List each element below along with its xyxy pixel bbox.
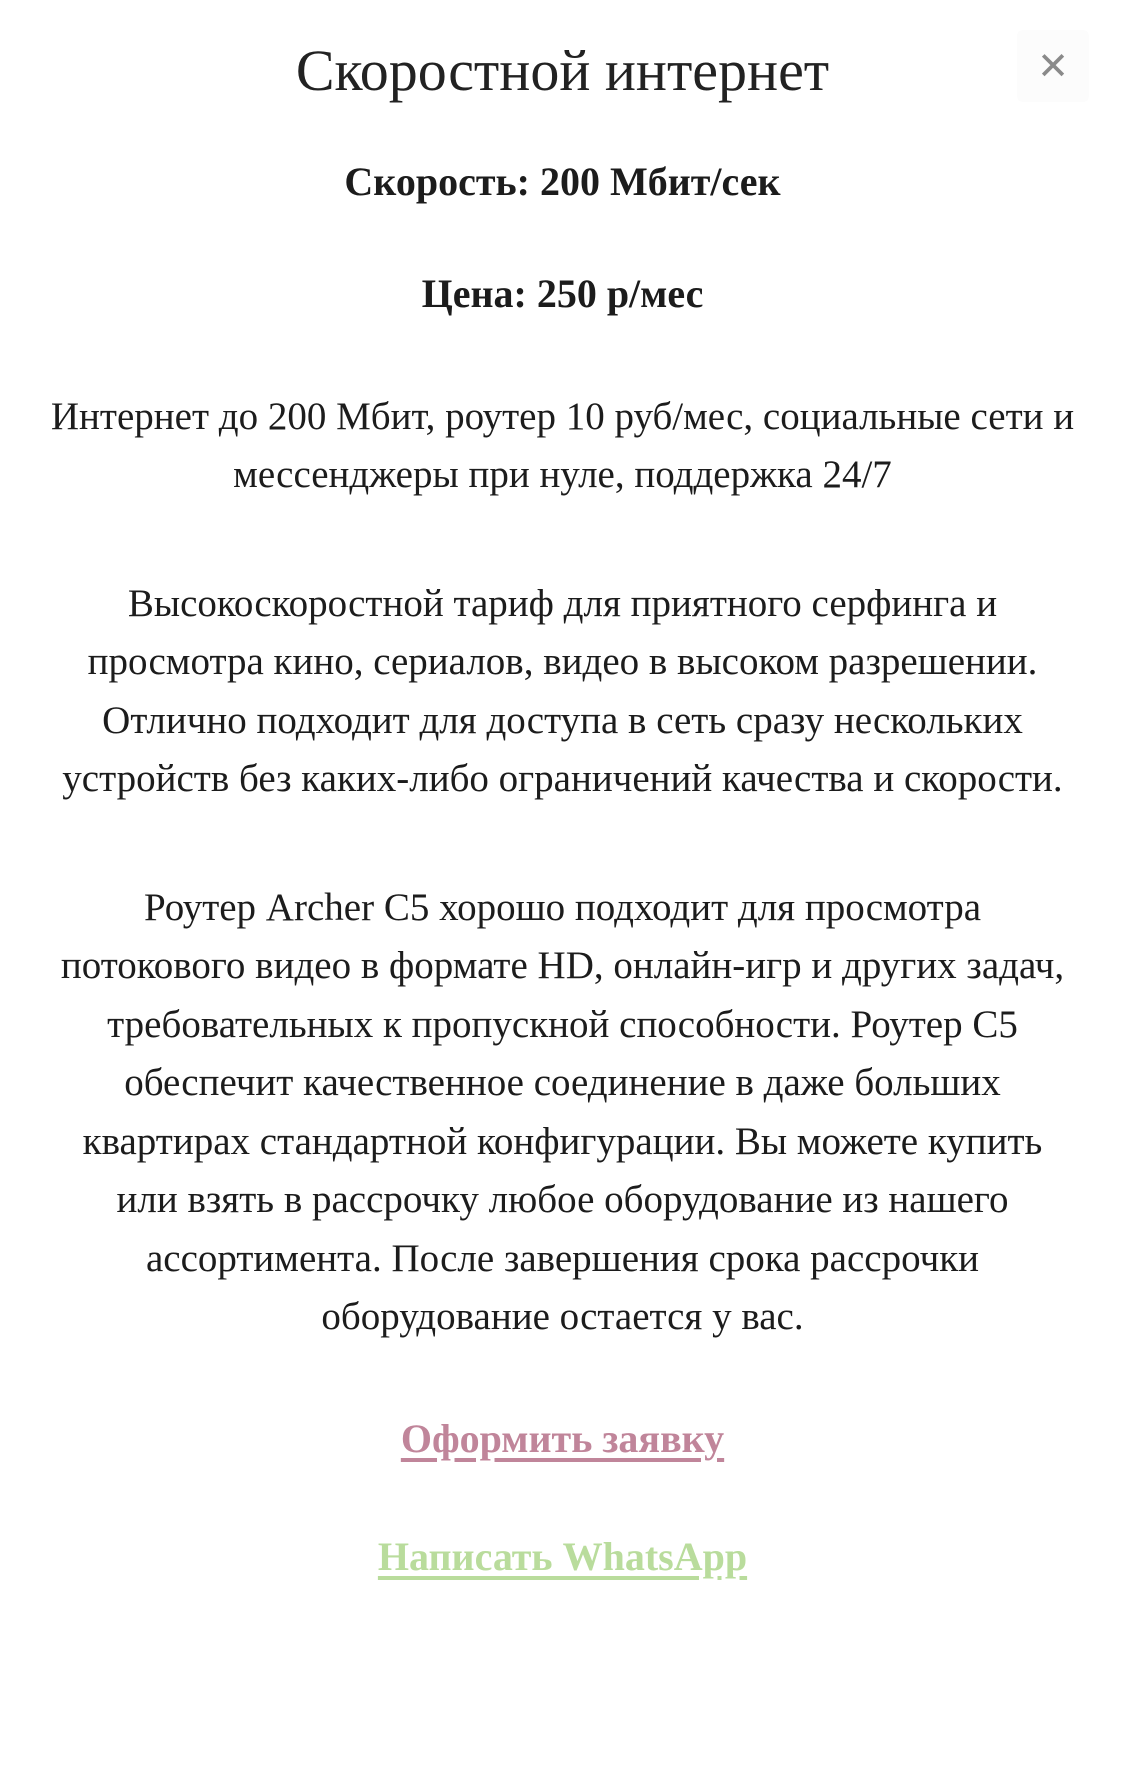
description-paragraph-router: Роутер Archer C5 хорошо подходит для просмотра потокового видео в формате HD, онлайн-игр и других задач, требовательных к пропускной способности. Роутер С5 обеспечит качественное соединение в даже больших квартирах стандартной конфигурации. Вы можете купить или взять в рассрочку любое оборудование из нашего ассортимента. После завершения срока рассрочки оборудование остается у вас. [60,885,1065,1339]
description-paragraph-tariff: Высокоскоростной тариф для приятного серфинга и просмотра кино, сериалов, видео в высоком разрешении. Отлично подходит для доступа в сеть сразу нескольких устройств без каких-либо ограничений качества и скорости. [62,581,1063,801]
description-paragraph-summary: Интернет до 200 Мбит, роутер 10 руб/мес, социальные сети и мессенджеры при нуле, поддержка 24/7 [50,394,1075,497]
popup-title: Скоростной интернет [295,38,830,103]
speed-spec: Скорость: 200 Мбит/сек [344,158,781,204]
price-spec: Цена: 250 р/мес [421,270,704,316]
close-button[interactable] [1017,30,1089,102]
submit-request-link[interactable]: Оформить заявку [400,1415,725,1461]
whatsapp-link[interactable]: Написать WhatsApp [377,1533,748,1579]
close-icon: ✕ [1037,44,1069,88]
